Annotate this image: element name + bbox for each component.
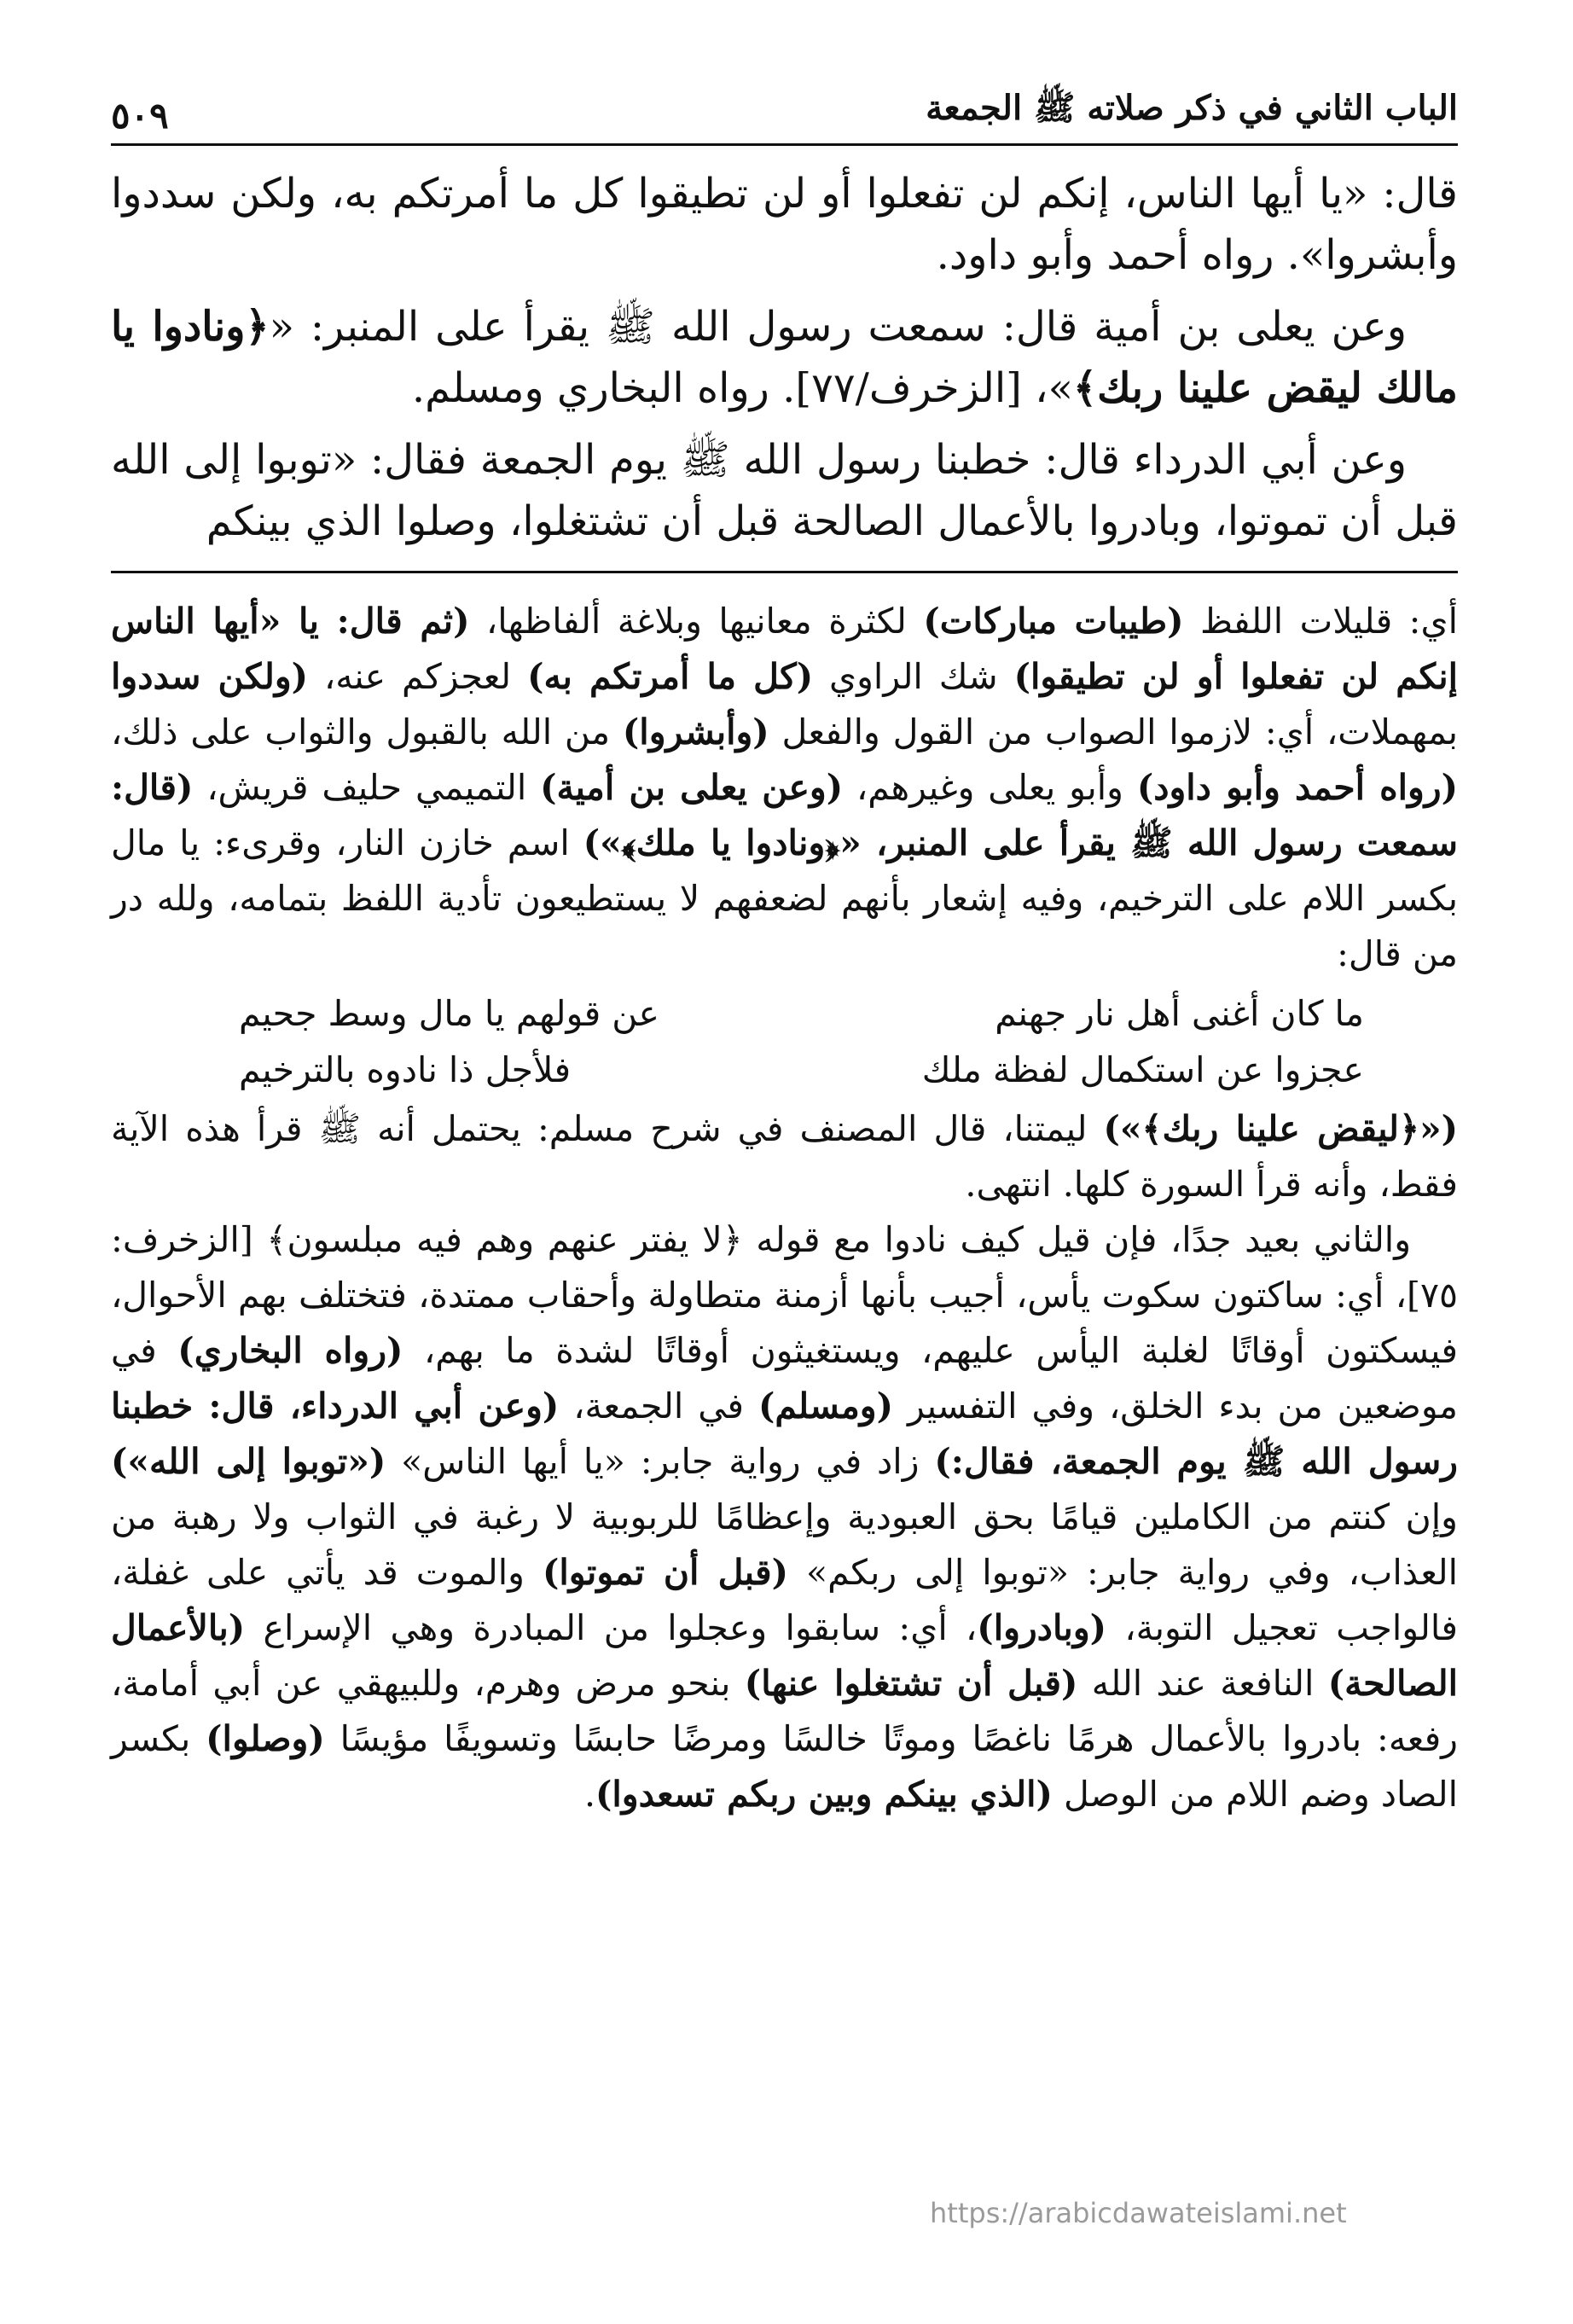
c1-m: وأبو يعلى وغيرهم،: [843, 767, 1137, 808]
verse-1-left-hemistich: عن قولهم يا مال وسط جحيم: [239, 993, 659, 1034]
c1-q: اسم خازن النار، وقرىء: يا مال بكسر اللام على الترخيم، وفيه إشعار بأنهم لضعفهم لا يستطيعون تأدية اللفظ بتمامه، ولله در من قال:: [111, 822, 1458, 974]
commentary-paragraph-3: [111, 1212, 1458, 1822]
c3-p: (قبل أن تشتغلوا عنها): [744, 1663, 1078, 1704]
c1-h: (ولكن سددوا: [111, 656, 309, 697]
c1-p: (قال: سمعت رسول الله ﷺ يقرأ على المنبر، «﴿ونادوا يا ملك﴾»): [111, 767, 1458, 863]
c1-k: من الله بالقبول والثواب على ذلك،: [111, 712, 623, 752]
main-paragraph-3: [111, 429, 1458, 552]
c1-i: بمهملات، أي: لازموا الصواب من القول والفعل: [769, 712, 1458, 752]
c1-l: (رواه أحمد وأبو داود): [1136, 767, 1458, 808]
c3-t: (الذي بينكم وبين ربكم تسعدوا): [595, 1774, 1053, 1815]
chapter-title: الباب الثاني في ذكر صلاته ﷺ الجمعة: [926, 88, 1458, 128]
c3-h: («توبوا إلى الله»): [111, 1441, 386, 1482]
c3-m: ، أي: سابقوا وعجلوا من المبادرة وهي الإسراع: [245, 1607, 978, 1648]
c3-j: (قبل أن تموتوا): [542, 1552, 789, 1593]
commentary-paragraph-2: [111, 1101, 1458, 1212]
main-text: [111, 163, 1458, 552]
c1-j: (وأبشروا): [622, 712, 769, 752]
c3-u: .: [583, 1774, 596, 1815]
page-number: ٥٠٩: [111, 95, 169, 137]
verse-2-left-hemistich: فلأجل ذا نادوه بالترخيم: [239, 1049, 572, 1090]
main-paragraph-1-text: قال: «يا أيها الناس، إنكم لن تفعلوا أو لن تطيقوا كل ما أمرتكم به، ولكن سددوا وأبشروا». رواه أحمد وأبو داود.: [111, 170, 1458, 279]
c3-k: والموت قد يأتي على غفلة، فالواجب تعجيل التوبة،: [111, 1552, 1459, 1648]
c3-i: وإن كنتم من الكاملين قيامًا بحق العبودية وإعظامًا للربوبية لا رغبة في الثواب ولا رهبة من العذاب، وفي رواية جابر: «توبوا إلى ربكم»: [111, 1496, 1458, 1593]
c3-f: (وعن أبي الدرداء، قال: خطبنا رسول الله ﷺ يوم الجمعة، فقال:): [111, 1386, 1458, 1482]
c3-n: (بالأعمال الصالحة): [111, 1607, 1458, 1704]
c3-a: والثاني بعيد جدًا، فإن قيل كيف نادوا مع قوله ﴿لا يفتر عنهم وهم فيه مبلسون﴾ [الزخرف: ٧٥]، أي: ساكتون سكوت يأس، أجيب بأنها أزمنة متطاولة وأحقاب ممتدة، فتختلف بهم الأحوال، فيسكتون أوقاتًا لغلبة اليأس عليهم، ويستغيثون أوقاتًا لشدة ما بهم،: [111, 1219, 1458, 1371]
quran-verse: ﴿ونادوا يا مالك ليقض علينا ربك﴾: [111, 303, 1458, 412]
c3-l: (وبادروا): [977, 1607, 1107, 1648]
c1-o: التميمي حليف قريش،: [193, 767, 541, 808]
c3-s: بكسر الصاد وضم اللام من الوصل: [111, 1718, 1458, 1815]
poem: [111, 985, 1458, 1098]
c1-a: أي: قليلات اللفظ: [1183, 601, 1458, 642]
commentary: [111, 594, 1458, 1822]
c3-o: النافعة عند الله: [1077, 1663, 1328, 1704]
c3-r: (وصلوا): [206, 1718, 325, 1759]
c1-c: لكثرة معانيها وبلاغة ألفاظها،: [469, 601, 924, 642]
c3-g: زاد في رواية جابر: «يا أيها الناس»: [386, 1441, 935, 1482]
verse-1-right-hemistich: ما كان أغنى أهل نار جهنم: [995, 993, 1364, 1034]
main-paragraph-2: [111, 296, 1458, 419]
verse-2-right-hemistich: عجزوا عن استكمال لفظة ملك: [921, 1049, 1364, 1090]
poem-verse-1: [239, 985, 1364, 1042]
c3-d: (ومسلم): [758, 1386, 893, 1426]
c3-c: في موضعين من بدء الخلق، وفي التفسير: [111, 1330, 1458, 1426]
c2-a: («﴿ليقض علينا ربك﴾»): [1103, 1108, 1459, 1149]
running-header: [111, 68, 1458, 146]
c1-b: (طيبات مباركات): [923, 601, 1184, 642]
c3-b: (رواه البخاري): [177, 1330, 403, 1371]
poem-verse-2: [239, 1042, 1364, 1098]
c1-d: (ثم قال: يا «أيها الناس إنكم لن تفعلوا أو لن تطيقوا): [111, 601, 1458, 697]
c1-f: (كل ما أمرتكم به): [527, 656, 814, 697]
main-paragraph-2-text-c: »، [الزخرف/٧٧]. رواه البخاري ومسلم.: [411, 364, 1074, 412]
footnote-separator: [111, 571, 1458, 573]
c1-g: لعجزكم عنه،: [308, 656, 528, 697]
main-paragraph-2-text-a: وعن يعلى بن أمية قال: سمعت رسول الله ﷺ يقرأ على المنبر: «: [269, 303, 1408, 351]
commentary-paragraph-1: [111, 594, 1458, 982]
c3-q: بنحو مرض وهرم، وللبيهقي عن أبي أمامة، رفعه: بادروا بالأعمال هرمًا ناغصًا وموتًا خالسًا ومرضًا حابسًا وتسويفًا مؤيسًا: [111, 1663, 1458, 1759]
c3-e: في الجمعة،: [559, 1386, 758, 1426]
c2-b: ليمتنا، قال المصنف في شرح مسلم: يحتمل أنه ﷺ قرأ هذه الآية فقط، وأنه قرأ السورة كلها. انتهى.: [111, 1108, 1458, 1205]
c1-e: شك الراوي: [813, 656, 1014, 697]
main-paragraph-3-text: وعن أبي الدرداء قال: خطبنا رسول الله ﷺ يوم الجمعة فقال: «توبوا إلى الله قبل أن تموتوا، وبادروا بالأعمال الصالحة قبل أن تشتغلوا، وصلوا الذي بينكم: [111, 436, 1458, 545]
watermark-url: https://arabicdawateislami.net: [930, 2197, 1347, 2229]
main-paragraph-1: [111, 163, 1458, 286]
c1-n: (وعن يعلى بن أمية): [540, 767, 844, 808]
